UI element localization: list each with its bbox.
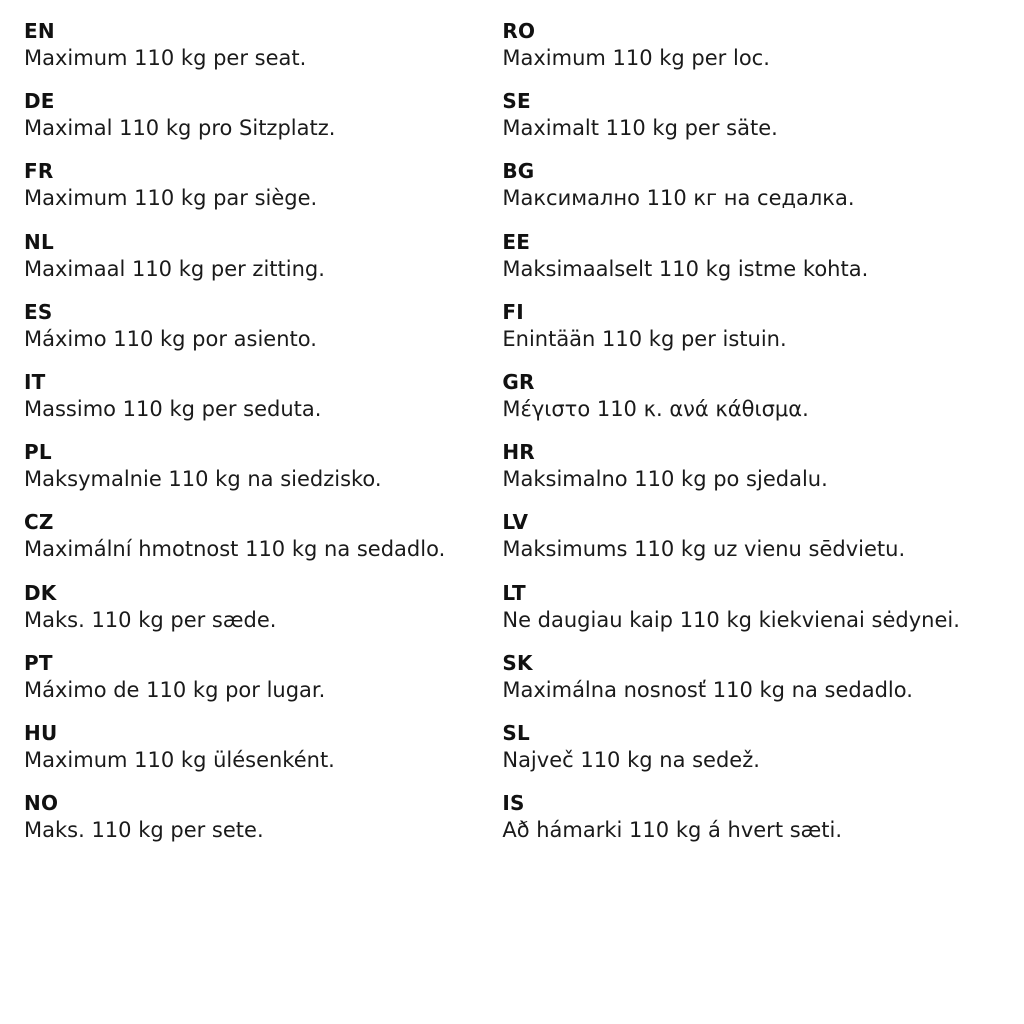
language-code: BG: [502, 159, 535, 184]
language-entry: [502, 18, 1000, 72]
language-code: HU: [24, 720, 58, 745]
language-code: NO: [24, 791, 59, 816]
language-code: GR: [502, 369, 535, 394]
language-column-left: [24, 18, 502, 1014]
language-code: FR: [24, 159, 54, 184]
language-text: Að hámarki 110 kg á hvert sæti.: [502, 818, 843, 843]
language-entry: [24, 720, 492, 774]
language-text: Maksimums 110 kg uz vienu sēdvietu.: [502, 537, 906, 562]
language-text: Maximal 110 kg pro Sitzplatz.: [24, 116, 336, 141]
language-code: FI: [502, 299, 524, 324]
language-entry: [502, 229, 1000, 283]
language-code: IS: [502, 791, 525, 816]
language-text: Maximalt 110 kg per säte.: [502, 116, 778, 141]
language-entry: [502, 580, 1000, 634]
language-text: Maksymalnie 110 kg na siedzisko.: [24, 467, 382, 492]
language-entry: [502, 790, 1000, 844]
language-entry: [24, 158, 492, 212]
language-code: HR: [502, 440, 535, 465]
language-code: PT: [24, 650, 53, 675]
language-entry: [24, 790, 492, 844]
language-entry: [502, 509, 1000, 563]
language-text: Máximo 110 kg por asiento.: [24, 326, 317, 351]
language-entry: [24, 18, 492, 72]
language-text: Maks. 110 kg per sete.: [24, 818, 264, 843]
language-text: Maximum 110 kg par siège.: [24, 186, 318, 211]
language-code: RO: [502, 19, 536, 43]
language-column-right: [502, 18, 1000, 1014]
language-text: Maximum 110 kg per seat.: [24, 46, 307, 70]
language-text: Maximálna nosnosť 110 kg na sedadlo.: [502, 677, 913, 702]
language-code: PL: [24, 440, 52, 465]
language-entry: [502, 88, 1000, 142]
language-entry: [24, 650, 492, 704]
language-entry: [502, 158, 1000, 212]
language-code: NL: [24, 229, 54, 254]
language-entry: [502, 720, 1000, 774]
language-entry: [502, 439, 1000, 493]
language-code: IT: [24, 369, 46, 394]
language-entry: [502, 650, 1000, 704]
language-code: EE: [502, 229, 531, 254]
language-text: Maximum 110 kg per loc.: [502, 46, 770, 70]
language-text: Μέγιστο 110 κ. ανά κάθισμα.: [502, 396, 809, 421]
language-code: ES: [24, 299, 53, 324]
language-entry: [502, 369, 1000, 423]
language-text: Максимално 110 кг на седалка.: [502, 186, 855, 211]
language-text: Ne daugiau kaip 110 kg kiekvienai sėdynei.: [502, 607, 960, 632]
language-entry: [24, 299, 492, 353]
language-text: Maksimaalselt 110 kg istme kohta.: [502, 256, 869, 281]
language-code: DE: [24, 89, 55, 114]
language-entry: [24, 229, 492, 283]
language-text: Enintään 110 kg per istuin.: [502, 326, 787, 351]
language-code: DK: [24, 580, 57, 605]
language-text: Massimo 110 kg per seduta.: [24, 396, 322, 421]
language-code: SE: [502, 89, 531, 114]
language-text: Maks. 110 kg per sæde.: [24, 607, 277, 632]
language-text: Maximální hmotnost 110 kg na sedadlo.: [24, 537, 446, 562]
language-code: CZ: [24, 510, 54, 535]
language-entry: [24, 369, 492, 423]
language-entry: [24, 439, 492, 493]
language-entry: [24, 88, 492, 142]
language-entry: [24, 580, 492, 634]
language-code: LV: [502, 510, 529, 535]
language-entry: [502, 299, 1000, 353]
language-text: Največ 110 kg na sedež.: [502, 747, 760, 772]
language-entry: [24, 509, 492, 563]
language-code: EN: [24, 19, 55, 43]
language-text: Maksimalno 110 kg po sjedalu.: [502, 467, 828, 492]
language-text: Maximaal 110 kg per zitting.: [24, 256, 325, 281]
language-text: Maximum 110 kg ülésenként.: [24, 747, 335, 772]
language-columns: [24, 18, 1000, 1014]
language-code: SL: [502, 720, 530, 745]
language-code: LT: [502, 580, 526, 605]
language-code: SK: [502, 650, 533, 675]
language-text: Máximo de 110 kg por lugar.: [24, 677, 326, 702]
